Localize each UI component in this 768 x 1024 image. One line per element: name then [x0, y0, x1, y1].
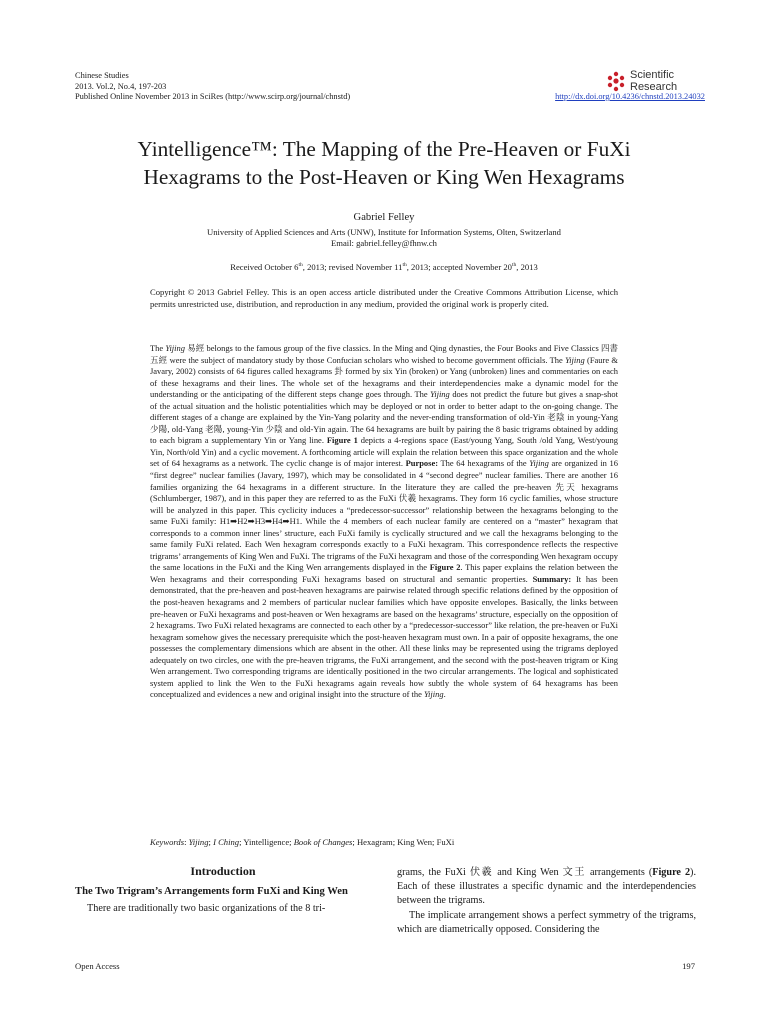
intro-right-column: [397, 866, 696, 937]
copyright-notice: Copyright © 2013 Gabriel Felley. This is an open access article distributed under the Creative Commons Attribution License, which permits unrestricted use, distribution, and reproduction in any medium, provided the original work is properly cited.: [150, 287, 618, 309]
intro-left-text: There are traditionally two basic organizations of the 8 tri-: [87, 903, 326, 914]
title-line1: Yintelligence™: The Mapping of the Pre-Heaven or FuXi: [137, 137, 631, 161]
published-line: Published Online November 2013 in SciRes (http://www.scirp.org/journal/chnstd): [75, 92, 351, 102]
abstract-paragraph: The Yijing 易經 belongs to the famous group of the five classics. In the Ming and Qing dynasties, the Four Books and Five Classics 四書五經 were the subject of mandatory study by those Confucian scholars who wished to become government officials. The Yijing (Faure & Javary, 2002) consists of 64 figures called hexagrams 卦 formed by six Yin (broken) or Yang (unbroken) lines and commentaries on each of these hexagrams and their lines. The whole set of the hexagrams and their interdependencies make a dynamic model for the understanding or the anticipating of the different steps change goes through. The Yijing does not predict the future but gives a snap-shot of the actual situation and the holistic potentialities which may be deployed or not in order to better adapt to the on-going change. The different stages of a change are explained by the Yin-Yang polarity and the never-ending transformation of old-Yin 老陰 in young-Yang 少陽, old-Yang 老陽, young-Yin 少陰 and old-Yin again. The 64 hexagrams are built by pairing the 8 basic trigrams obtained by adding to each bigram a supplementary Yin or Yang line. Figure 1 depicts a 4-regions space (East/young Yang, South /old Yang, West/young Yin, North/old Yin) and a cyclic movement. A forthcoming article will explain the relation between this space organization and the whole set of 64 hexagrams as a network. The cyclic change is of major interest. Purpose: The 64 hexagrams of the Yijing are organized in 16 “first degree” nuclear families (Javary, 1997), which may be consolidated in 4 “second degree” nuclear families. There are another 16 families organizing the 64 hexagrams in a different structure. In the literature they are called the pre-heaven 先天 hexagrams (Schlumberger, 1987), and in this paper they are referred to as the FuXi 伏羲 hexagrams. They form 16 cyclic families, whose structure will be analyzed in this paper. This cyclicity induces a “predecessor-successor” relationship between the hexagrams belonging to the same FuXi family: H1➡H2➡H3➡H4➡H1. While the 4 members of each nuclear family are centered on a “master” hexagram that corresponds to a common inner lines’ structure, each FuXi family is cyclically structured and we call the hexagrams belonging to the same family FuXi related. Each Wen hexagram corresponds exactly to a FuXi hexagram. This correspondence reflects the respective trigrams’ arrangements of King Wen and FuXi. The trigrams of the FuXi hexagram and those of the corresponding Wen hexagram occupy the same locations in the FuXi and the King Wen arrangements displayed in the Figure 2. This paper explains the relation between the Wen hexagrams and their corresponding FuXi hexagrams based on structural and semantic properties. Summary: It has been demonstrated, that the pre-heaven and post-heaven hexagrams are pairwise related through specific relations defined by the opposition of the post-heaven hexagrams and 2 members of particular nuclear families which have opposite envelopes. Basically, the links between pre-heaven or FuXi hexagrams and post-heaven or Wen hexagrams are based on the hexagrams’ structure, especially on the opposition of 2 hexagrams. Two FuXi related hexagrams are connected to each other by a “predecessor-successor” like relation, the pre-heaven or FuXi hexagram somehow gives the necessary prerequisite which the post-heaven hexagram must own. In a pair of opposite hexagrams, the one possesses the complementary dimensions which are absent in the other. All these links may be represented using the trigrams deployed adequately on two circles, one with the pre-heaven trigrams, the FuXi arrangement, and the second with the post-heaven trigram or King Wen arrangement. Two corresponding trigrams are identically positioned in the two circular arrangements. The logical and sophisticated system applied to link the Wen to the FuXi hexagrams again reveals how subtly the whole system of 64 hexagrams has been conceptualized and evidences a new and original insight into the structure of the Yijing.: [150, 343, 618, 700]
intro-left-column: [75, 864, 371, 916]
section-heading-introduction: Introduction: [190, 864, 256, 878]
volume-line: 2013. Vol.2, No.4, 197-203: [75, 81, 167, 91]
intro-right-paragraph2: The implicate arrangement shows a perfect symmetry of the trigrams, which are diametrically opposed. Considering the: [397, 909, 696, 935]
keywords: Keywords: Yijing; I Ching; Yintelligence; Book of Changes; Hexagram; King Wen; FuXi: [150, 837, 455, 847]
footer-open-access: Open Access: [75, 961, 120, 971]
figure1-ref[interactable]: Figure 1: [326, 435, 358, 446]
doi-link[interactable]: http://dx.doi.org/10.4236/chnstd.2013.24032: [555, 92, 705, 101]
subsection-heading: The Two Trigram’s Arrangements form FuXi and King Wen: [75, 886, 348, 897]
title-line2: Hexagrams to the Post-Heaven or King Wen Hexagrams: [143, 165, 625, 189]
page-number: 197: [682, 961, 695, 971]
email-line: Email: gabriel.felley@fhnw.ch: [331, 237, 437, 248]
intro-right-paragraph1: grams, the FuXi 伏羲 and King Wen 文王 arrangements (Figure 2). Each of these illustrates a specific dynamic and the interdependencies between the trigrams.: [397, 867, 696, 907]
figure2-ref-intro[interactable]: Figure 2: [652, 867, 691, 878]
affiliation-line: University of Applied Sciences and Arts (UNW), Institute for Information Systems, Olten, Switzerland: [207, 227, 561, 237]
author-name: Gabriel Felley: [353, 212, 415, 223]
scientific-research-logo: [604, 68, 709, 96]
logo-line2: Research: [630, 80, 678, 93]
logo-dots-icon: [604, 70, 628, 94]
journal-name: Chinese Studies: [75, 71, 129, 80]
figure2-ref[interactable]: Figure 2: [429, 562, 461, 573]
author-affiliation: [60, 227, 708, 248]
article-dates: Received October 6th, 2013; revised November 11th, 2013; accepted November 20th, 2013: [230, 262, 538, 272]
article-title: [60, 135, 708, 191]
abstract: [150, 343, 618, 701]
logo-line1: Scientific: [630, 69, 675, 81]
